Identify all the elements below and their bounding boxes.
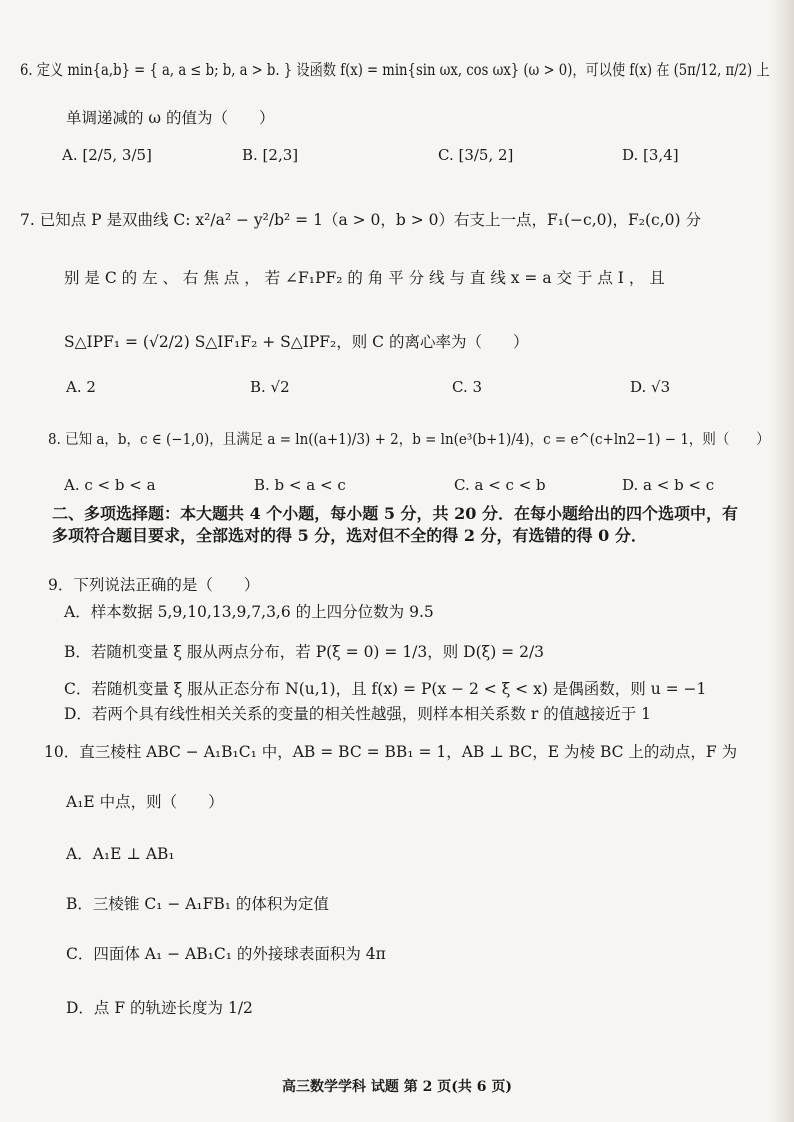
q6-option-d: D. [3,4] (622, 146, 679, 164)
page-edge-shadow (770, 0, 794, 1122)
q8-stem: 8. 已知 a，b，c ∈ (−1,0)，且满足 a = ln((a+1)/3) + 2，b = ln(e³(b+1)/4)，c = e^(c+ln2−1) − 1，则（ ） (48, 432, 770, 448)
q8-option-c: C. a < c < b (454, 476, 546, 494)
q7-option-d: D. √3 (630, 378, 671, 396)
q8-options (0, 476, 794, 500)
q7-option-b: B. √2 (250, 378, 290, 396)
q9-stem: 9．下列说法正确的是（ ） (48, 576, 260, 594)
q8-option-a: A. c < b < a (64, 476, 156, 494)
q10-option-d: D．点 F 的轨迹长度为 1/2 (66, 999, 253, 1017)
q7-option-c: C. 3 (452, 378, 483, 396)
q9-option-c: C．若随机变量 ξ 服从正态分布 N(u,1)，且 f(x) = P(x − 2 < ξ < x) 是偶函数，则 u = −1 (64, 680, 707, 698)
q9-option-d: D．若两个具有线性相关关系的变量的相关性越强，则样本相关系数 r 的值越接近于 1 (64, 705, 651, 723)
q6-option-c: C. [3/5, 2] (438, 146, 514, 164)
q10-stem-line2: A₁E 中点，则（ ） (66, 793, 224, 811)
q8-option-d: D. a < b < c (622, 476, 715, 494)
q6-stem-line2: 单调递减的 ω 的值为（ ） (66, 109, 275, 127)
q10-option-a: A．A₁E ⊥ AB₁ (66, 845, 175, 863)
q7-stem-line2: 别 是 C 的 左 、 右 焦 点 ， 若 ∠F₁PF₂ 的 角 平 分 线 与 直 线 x = a 交 于 点 I ， 且 (64, 269, 665, 287)
q6-option-a: A. [2/5, 3/5] (62, 146, 152, 164)
section-heading-multiple-choice: 二、多项选择题：本大题共 4 个小题，每小题 5 分，共 20 分．在每小题给出的四个选项中，有多项符合题目要求，全部选对的得 5 分，选对但不全的得 2 分，有选错的得 0 分． (52, 504, 738, 545)
q10-stem-line1: 10．直三棱柱 ABC − A₁B₁C₁ 中，AB = BC = BB₁ = 1，AB ⊥ BC，E 为棱 BC 上的动点，F 为 (44, 743, 738, 761)
q10-option-b: B．三棱锥 C₁ − A₁FB₁ 的体积为定值 (66, 895, 329, 913)
q9-option-a: A．样本数据 5,9,10,13,9,7,3,6 的上四分位数为 9.5 (64, 603, 434, 621)
q7-options (0, 378, 794, 402)
q7-stem-line1: 7. 已知点 P 是双曲线 C: x²/a² − y²/b² = 1（a > 0，b > 0）右支上一点，F₁(−c,0)，F₂(c,0) 分 (20, 211, 701, 229)
q9-option-b: B．若随机变量 ξ 服从两点分布，若 P(ξ = 0) = 1/3，则 D(ξ) = 2/3 (64, 643, 545, 661)
q7-stem-line3: S△IPF₁ = (√2/2) S△IF₁F₂ + S△IPF₂，则 C 的离心率为（ ） (64, 333, 529, 351)
q6-stem-line1: 6. 定义 min{a,b} = { a, a ≤ b; b, a > b. } 设函数 f(x) = min{sin ωx, cos ωx} (ω > 0)，可以使 f(x) 在 (5π/12, π/2) 上 (20, 61, 770, 79)
page-footer: 高三数学学科 试题 第 2 页(共 6 页) (282, 1079, 512, 1095)
q6-option-b: B. [2,3] (242, 146, 299, 164)
q6-options (0, 146, 794, 170)
q10-option-c: C．四面体 A₁ − AB₁C₁ 的外接球表面积为 4π (66, 945, 386, 963)
q8-option-b: B. b < a < c (254, 476, 346, 494)
q7-option-a: A. 2 (66, 378, 96, 396)
